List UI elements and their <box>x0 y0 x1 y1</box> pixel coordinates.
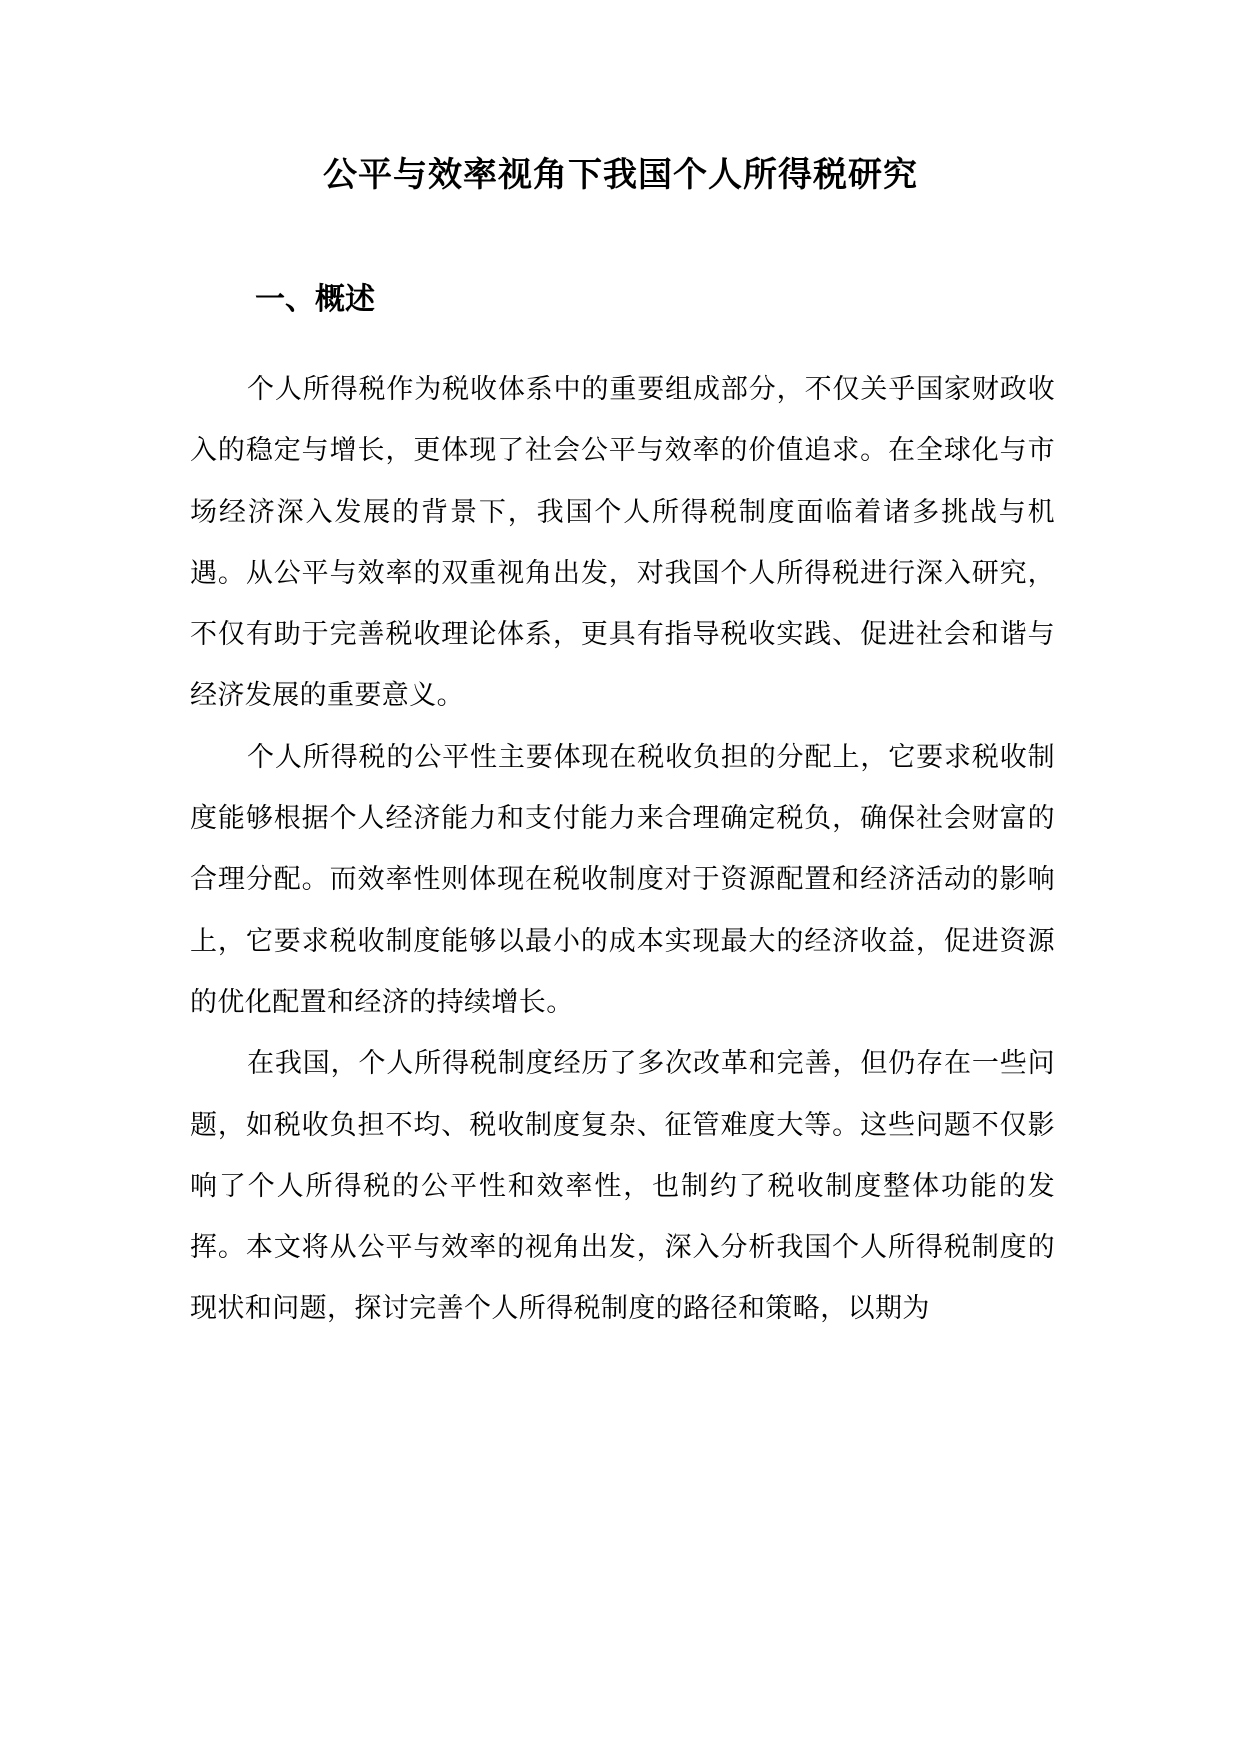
section-heading: 一、概述 <box>255 282 375 317</box>
body-text <box>190 359 1055 1340</box>
document-title: 公平与效率视角下我国个人所得税研究 <box>323 155 918 195</box>
paragraph-1: 个人所得税作为税收体系中的重要组成部分，不仅关乎国家财政收入的稳定与增长，更体现了社会公平与效率的价值追求。在全球化与市场经济深入发展的背景下，我国个人所得税制度面临着诸多挑战与机遇。从公平与效率的双重视角出发，对我国个人所得税进行深入研究，不仅有助于完善税收理论体系，更具有指导税收实践、促进社会和谐与经济发展的重要意义。 <box>190 374 1055 712</box>
paragraph-3: 在我国，个人所得税制度经历了多次改革和完善，但仍存在一些问题，如税收负担不均、税收制度复杂、征管难度大等。这些问题不仅影响了个人所得税的公平性和效率性，也制约了税收制度整体功能的发挥。本文将从公平与效率的视角出发，深入分析我国个人所得税制度的现状和问题，探讨完善个人所得税制度的路径和策略，以期为 <box>190 1048 1055 1325</box>
paragraph-2: 个人所得税的公平性主要体现在税收负担的分配上，它要求税收制度能够根据个人经济能力和支付能力来合理确定税负，确保社会财富的合理分配。而效率性则体现在税收制度对于资源配置和经济活动的影响上，它要求税收制度能够以最小的成本实现最大的经济收益，促进资源的优化配置和经济的持续增长。 <box>190 741 1055 1018</box>
